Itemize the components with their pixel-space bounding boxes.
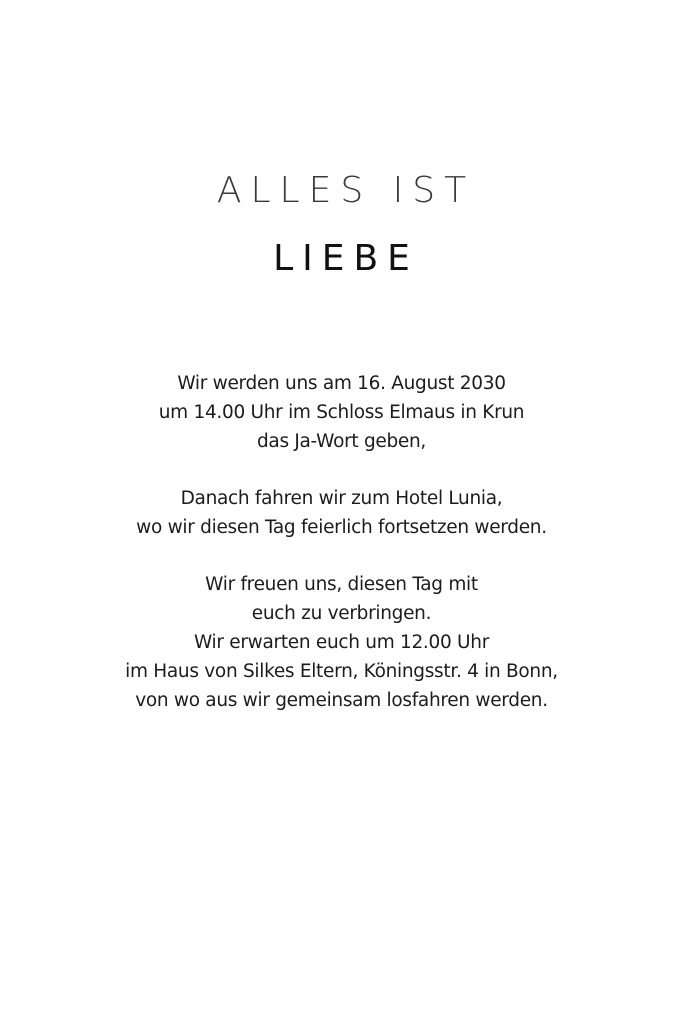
text-line: im Haus von Silkes Eltern, Köningsstr. 4 in Bonn, (125, 661, 558, 682)
text-line: euch zu verbringen. (251, 603, 432, 624)
text-line: das Ja-Wort geben, (256, 431, 427, 452)
title-line-1: ALLES IST (216, 170, 476, 211)
title-line-2: LIEBE (273, 238, 419, 279)
paragraph-ceremony (0, 369, 683, 456)
text-line: wo wir diesen Tag feierlich fortsetzen werden. (136, 517, 547, 538)
text-line: um 14.00 Uhr im Schloss Elmaus in Krun (158, 402, 525, 423)
paragraph-spacer (0, 456, 683, 484)
text-line: Wir erwarten euch um 12.00 Uhr (193, 632, 490, 653)
paragraph-meeting (0, 570, 683, 715)
text-line: von wo aus wir gemeinsam losfahren werden. (135, 690, 548, 711)
text-line: Danach fahren wir zum Hotel Lunia, (180, 488, 503, 509)
paragraph-spacer (0, 542, 683, 570)
paragraph-celebration (0, 484, 683, 542)
text-line: Wir freuen uns, diesen Tag mit (205, 574, 478, 595)
invitation-body (0, 369, 683, 715)
text-line: Wir werden uns am 16. August 2030 (177, 373, 506, 394)
